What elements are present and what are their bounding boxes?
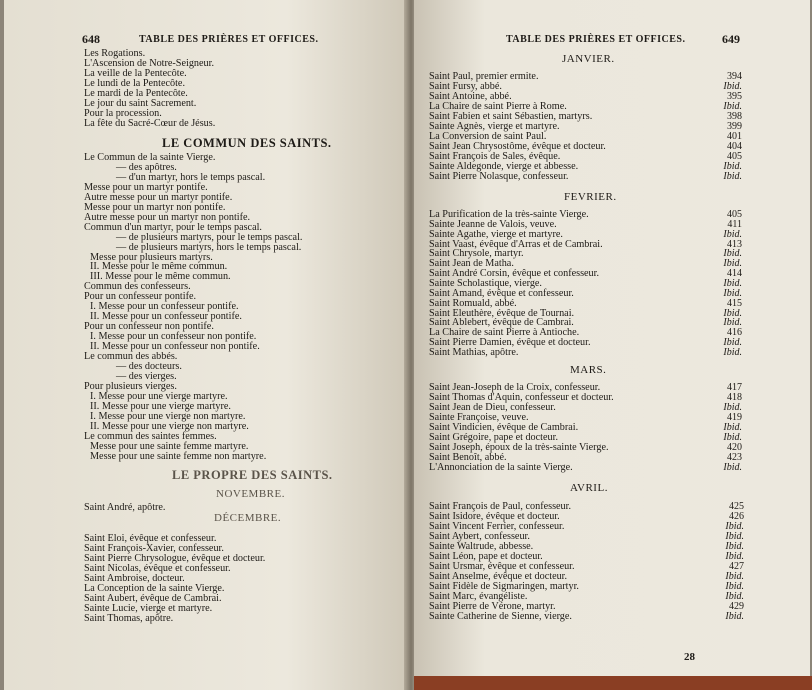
entry-page-number: 401 [727, 131, 742, 142]
entry-text: L'Annonciation de la sainte Vierge. [429, 462, 573, 473]
entry-text: Saint Jean-Joseph de la Croix, confesseur. [429, 382, 601, 393]
left-page [4, 0, 408, 690]
entry-text: Sainte Lucie, vierge et martyre. [84, 603, 213, 614]
right-page-number: 649 [722, 32, 740, 46]
entry-text: Saint Jean Chrysostôme, évêque et docteur. [429, 141, 606, 152]
entry-text: I. Messe pour une vierge martyre. [90, 390, 228, 402]
entry-text: Le lundi de la Pentecôte. [84, 78, 185, 89]
entry-text: Pour la procession. [84, 108, 162, 119]
decembre-title: DÉCEMBRE. [214, 512, 282, 524]
entry-page-number: 415 [727, 297, 742, 309]
entry-page-number: Ibid. [723, 346, 742, 358]
entry-text: La Conversion de saint Paul. [429, 131, 547, 142]
entry-text: Le commun des abbés. [84, 351, 178, 362]
entry-text: Saint Vindicien, évêque de Cambrai. [429, 422, 579, 433]
entry-text: — de plusieurs martyrs, hors le temps pascal. [116, 241, 302, 253]
entry-text: Pour plusieurs vierges. [84, 380, 177, 392]
entry-text: II. Messe pour une vierge martyre. [90, 400, 231, 412]
entry-page-number: 414 [727, 268, 742, 280]
entry-text: — des vierges. [116, 370, 177, 382]
left-page-number: 648 [82, 32, 100, 46]
entry-text: Saint Pierre de Vérone, martyr. [429, 601, 556, 612]
entry-page-number: Ibid. [723, 171, 742, 182]
entry-text: Saint Aubert, évêque de Cambrai. [84, 593, 222, 604]
entry-text: Sainte Aldegonde, vierge et abbesse. [429, 161, 579, 172]
entry-text: Saint Paul, premier ermite. [429, 71, 539, 82]
entry-text: Saint Antoine, abbé. [429, 91, 512, 102]
entry-text: Pour un confesseur pontife. [84, 291, 197, 303]
entry-text: Saint Léon, pape et docteur. [429, 551, 543, 562]
entry-text: Messe pour une sainte femme martyre. [90, 440, 249, 452]
entry-text: Les Rogations. [84, 48, 146, 59]
entry-page-number: Ibid. [723, 228, 742, 240]
entry-page-number: Ibid. [725, 541, 744, 552]
entry-text: Saint Grégoire, pape et docteur. [429, 432, 558, 443]
entry-page-number: Ibid. [723, 307, 742, 319]
entry-page-number: 420 [727, 442, 742, 453]
entry-text: Saint Benoît, abbé. [429, 452, 507, 463]
entry-text: Messe pour un martyr pontife. [84, 181, 208, 193]
entry-text: Sainte Jeanne de Valois, veuve. [429, 218, 557, 230]
entry-page-number: Ibid. [725, 551, 744, 562]
entry-text: Saint Vaast, évêque d'Arras et de Cambrai. [429, 238, 603, 250]
entry-text: II. Messe pour un confesseur non pontife. [90, 341, 260, 353]
entry-page-number: Ibid. [725, 611, 744, 622]
entry-page-number: 404 [727, 141, 742, 152]
entry-text: Saint Anselme, évêque et docteur. [429, 571, 568, 582]
entry-text: Saint Fursy, abbé. [429, 81, 502, 92]
entry-page-number: 429 [729, 601, 744, 612]
entry-text: Saint Aybert, confesseur. [429, 531, 530, 542]
fevrier-title: FEVRIER. [564, 191, 617, 203]
janvier-title: JANVIER. [562, 53, 615, 65]
entry-text: Commun d'un martyr, pour le temps pascal. [84, 221, 262, 233]
left-running-header: TABLE DES PRIÈRES ET OFFICES. [139, 34, 319, 45]
entry-text: La Conception de la sainte Vierge. [84, 583, 225, 594]
entry-text: Saint François de Paul, confesseur. [429, 501, 572, 512]
entry-text: Saint Mathias, apôtre. [429, 346, 519, 358]
entry-text: Saint Fabien et saint Sébastien, martyrs. [429, 111, 593, 122]
novembre-title: NOVEMBRE. [216, 488, 285, 500]
entry-text: Saint Vincent Ferrier, confesseur. [429, 521, 565, 532]
entry-page-number: 394 [727, 71, 742, 82]
entry-page-number: Ibid. [725, 521, 744, 532]
entry-text: Sainte Agnès, vierge et martyre. [429, 121, 560, 132]
entry-page-number: Ibid. [725, 581, 744, 592]
entry-text: Le Commun de la sainte Vierge. [84, 152, 216, 163]
entry-text: Autre messe pour un martyr pontife. [84, 191, 233, 203]
entry-text: II. Messe pour le même commun. [90, 261, 228, 273]
right-page [414, 0, 810, 690]
entry-page-number: Ibid. [725, 571, 744, 582]
entry-text: Saint Pierre Chrysologue, évêque et docteur. [84, 553, 266, 564]
entry-text: Saint Isidore, évêque et docteur. [429, 511, 560, 522]
entry-text: II. Messe pour un confesseur pontife. [90, 311, 242, 323]
entry-page-number: 416 [727, 327, 742, 339]
entry-page-number: Ibid. [723, 287, 742, 299]
entry-text: Saint Eleuthère, évêque de Tournai. [429, 307, 575, 319]
entry-page-number: 395 [727, 91, 742, 102]
signature-mark: 28 [684, 651, 695, 663]
entry-text: Saint Thomas d'Aquin, confesseur et docteur. [429, 392, 614, 403]
entry-text: Sainte Agathe, vierge et martyre. [429, 228, 563, 240]
entry-text: L'Ascension de Notre-Seigneur. [84, 58, 214, 69]
entry-text: Saint Thomas, apôtre. [84, 613, 174, 624]
entry-page-number: 413 [727, 238, 742, 250]
entry-text: Sainte Françoise, veuve. [429, 412, 529, 423]
entry-text: — des docteurs. [116, 360, 182, 372]
entry-page-number: Ibid. [723, 277, 742, 289]
entry-text: Messe pour un martyr non pontife. [84, 201, 226, 213]
entry-page-number: Ibid. [723, 81, 742, 92]
entry-page-number: 427 [729, 561, 744, 572]
entry-text: Messe pour plusieurs martyrs. [90, 251, 213, 263]
entry-text: Le mardi de la Pentecôte. [84, 88, 188, 99]
entry-text: Saint André Corsin, évêque et confesseur. [429, 268, 600, 280]
entry-text: Pour un confesseur non pontife. [84, 321, 214, 333]
entry-page-number: Ibid. [723, 161, 742, 172]
entry-text: La veille de la Pentecôte. [84, 68, 187, 79]
right-running-header: TABLE DES PRIÈRES ET OFFICES. [506, 34, 686, 45]
entry-text: Saint Pierre Damien, évêque et docteur. [429, 337, 591, 349]
entry-text: Saint Marc, évangéliste. [429, 591, 528, 602]
entry-text: Sainte Scholastique, vierge. [429, 277, 542, 289]
entry-text: Saint Ursmar, évêque et confesseur. [429, 561, 575, 572]
entry-text: Saint Fidèle de Sigmaringen, martyr. [429, 581, 579, 592]
entry-text: — de plusieurs martyrs, pour le temps pascal. [116, 231, 303, 243]
entry-text: I. Messe pour une vierge non martyre. [90, 410, 246, 422]
entry-text: La Chaire de saint Pierre à Antioche. [429, 327, 580, 339]
entry-text: Saint François de Sales, évêque. [429, 151, 561, 162]
entry-text: Saint Jean de Matha. [429, 258, 514, 270]
entry-page-number: 411 [727, 218, 742, 230]
entry-text: — des apôtres. [116, 161, 177, 173]
book-bottom-edge [414, 676, 812, 690]
entry-page-number: 399 [727, 121, 742, 132]
entry-text: Saint André, apôtre. [84, 502, 166, 513]
entry-text: Le commun des saintes femmes. [84, 430, 217, 442]
entry-page-number: Ibid. [723, 337, 742, 349]
commun-title: LE COMMUN DES SAINTS. [162, 136, 332, 150]
entry-page-number: Ibid. [723, 258, 742, 270]
entry-text: Saint Jean de Dieu, confesseur. [429, 402, 556, 413]
entry-text: Sainte Catherine de Sienne, vierge. [429, 611, 572, 622]
entry-page-number: Ibid. [725, 591, 744, 602]
entry-text: Saint Joseph, époux de la très-sainte Vierge. [429, 442, 609, 453]
entry-page-number: Ibid. [723, 402, 742, 413]
entry-text: Saint Pierre Nolasque, confesseur. [429, 171, 569, 182]
entry-text: II. Messe pour une vierge non martyre. [90, 420, 249, 432]
entry-page-number: 405 [727, 151, 742, 162]
entry-page-number: Ibid. [723, 248, 742, 260]
entry-page-number: 426 [729, 511, 744, 522]
entry-text: Commun des confesseurs. [84, 281, 191, 293]
entry-text: Le jour du saint Sacrement. [84, 98, 197, 109]
entry-text: Sainte Waltrude, abbesse. [429, 541, 534, 552]
entry-text: III. Messe pour le même commun. [90, 271, 231, 283]
entry-page-number: Ibid. [723, 432, 742, 443]
propre-title: LE PROPRE DES SAINTS. [172, 468, 333, 482]
entry-page-number: 398 [727, 111, 742, 122]
avril-title: AVRIL. [570, 482, 608, 494]
entry-text: — d'un martyr, hors le temps pascal. [116, 171, 266, 183]
entry-text: Saint Nicolas, évêque et confesseur. [84, 563, 231, 574]
entry-page-number: Ibid. [723, 462, 742, 473]
entry-page-number: 425 [729, 501, 744, 512]
entry-text: Messe pour une sainte femme non martyre. [90, 450, 267, 462]
entry-page-number: Ibid. [723, 101, 742, 112]
entry-text: Saint Ambroise, docteur. [84, 573, 185, 584]
entry-text: Saint François-Xavier, confesseur. [84, 543, 224, 554]
entry-text: La Chaire de saint Pierre à Rome. [429, 101, 567, 112]
mars-title: MARS. [570, 364, 607, 376]
entry-text: Saint Eloi, évêque et confesseur. [84, 533, 217, 544]
entry-text: I. Messe pour un confesseur pontife. [90, 301, 239, 313]
entry-page-number: Ibid. [725, 531, 744, 542]
entry-page-number: Ibid. [723, 317, 742, 329]
entry-page-number: 423 [727, 452, 742, 463]
entry-page-number: 419 [727, 412, 742, 423]
entry-page-number: Ibid. [723, 422, 742, 433]
entry-text: Saint Amand, évêque et confesseur. [429, 287, 574, 299]
entry-text: Saint Chrysole, martyr. [429, 248, 524, 260]
entry-text: La fête du Sacré-Cœur de Jésus. [84, 118, 216, 129]
entry-page-number: 417 [727, 382, 742, 393]
entry-text: I. Messe pour un confesseur non pontife. [90, 331, 257, 343]
entry-text: Autre messe pour un martyr non pontife. [84, 211, 251, 223]
entry-page-number: 418 [727, 392, 742, 403]
entry-text: La Purification de la très-sainte Vierge. [429, 209, 589, 220]
entry-text: Saint Romuald, abbé. [429, 297, 517, 309]
entry-text: Saint Ablebert, évêque de Cambrai. [429, 317, 574, 329]
entry-page-number: 405 [727, 209, 742, 220]
